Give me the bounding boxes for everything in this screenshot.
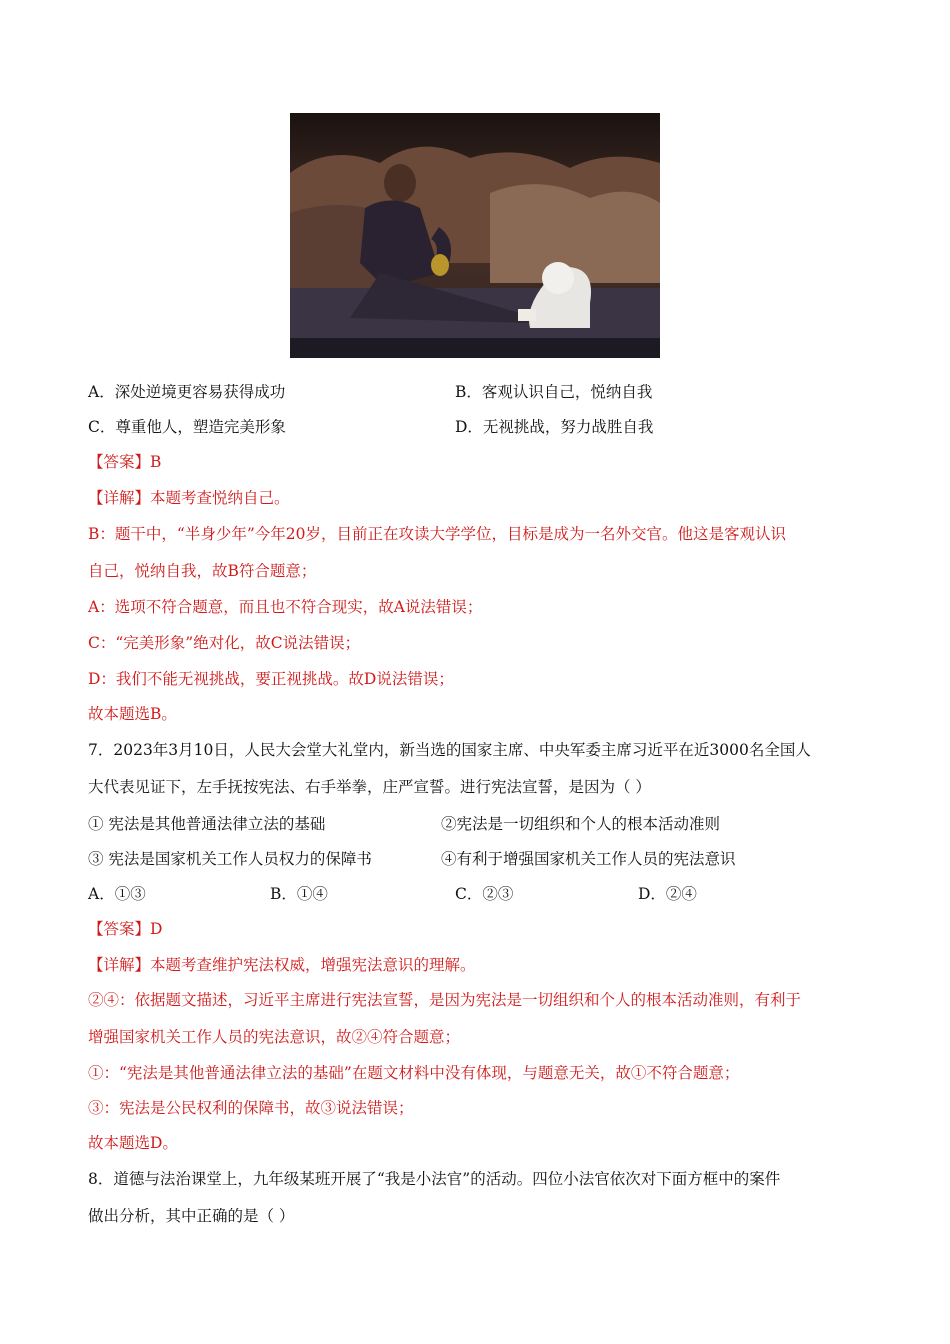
stage-photo [290,113,660,358]
q6-option-b: B．客观认识自己，悦纳自我 [455,383,653,401]
q7-statement-1: ① 宪法是其他普通法律立法的基础 [88,815,326,833]
q6-detail: 【详解】本题考查悦纳自己。 [88,489,290,507]
q6-option-c: C．尊重他人，塑造完美形象 [88,418,286,436]
q7-analysis-line: ①：“宪法是其他普通法律立法的基础”在题文材料中没有体现，与题意无关，故①不符合题意； [88,1064,740,1082]
q6-conclusion: 故本题选B。 [88,705,177,723]
q6-option-a: A．深处逆境更容易获得成功 [88,383,286,401]
q7-option-d: D．②④ [638,885,697,903]
q7-conclusion: 故本题选D。 [88,1134,178,1152]
q6-option-d: D．无视挑战，努力战胜自我 [455,418,654,436]
q6-analysis-line: 自己，悦纳自我，故B符合题意； [88,562,317,580]
q6-analysis-line: C：“完美形象”绝对化，故C说法错误； [88,634,361,652]
q8-stem-line: 做出分析，其中正确的是（ ） [88,1207,295,1225]
q6-analysis-line: A：选项不符合题意，而且也不符合现实，故A说法错误； [88,598,483,616]
q7-analysis-line: ②④：依据题文描述，习近平主席进行宪法宣誓，是因为宪法是一切组织和个人的根本活动准则，有利于 [88,991,802,1009]
q7-analysis-line: 增强国家机关工作人员的宪法意识，故②④符合题意； [88,1028,461,1046]
q7-analysis-line: ③：宪法是公民权利的保障书，故③说法错误； [88,1099,414,1117]
q6-analysis-line: B：题干中，“半身少年”今年20岁，目前正在攻读大学学位，目标是成为一名外交官。他这是客观认识 [88,525,786,543]
q7-detail: 【详解】本题考查维护宪法权威，增强宪法意识的理解。 [88,956,476,974]
q7-stem-line: 7．2023年3月10日，人民大会堂大礼堂内，新当选的国家主席、中央军委主席习近平在近3000名全国人 [88,741,811,759]
q7-statement-4: ④有利于增强国家机关工作人员的宪法意识 [441,850,736,868]
q7-option-a: A．①③ [88,885,146,903]
q7-statement-3: ③ 宪法是国家机关工作人员权力的保障书 [88,850,372,868]
q7-statement-2: ②宪法是一切组织和个人的根本活动准则 [441,815,721,833]
q7-answer: 【答案】D [88,920,163,938]
q7-option-c: C．②③ [455,885,514,903]
q6-answer: 【答案】B [88,453,162,471]
q7-option-b: B．①④ [270,885,328,903]
q8-stem-line: 8．道德与法治课堂上，九年级某班开展了“我是小法官”的活动。四位小法官依次对下面方框中的案件 [88,1170,781,1188]
q7-stem-line: 大代表见证下，左手抚按宪法、右手举拳，庄严宣誓。进行宪法宣誓，是因为（ ） [88,778,651,796]
q6-analysis-line: D：我们不能无视挑战，要正视挑战。故D说法错误； [88,670,454,688]
